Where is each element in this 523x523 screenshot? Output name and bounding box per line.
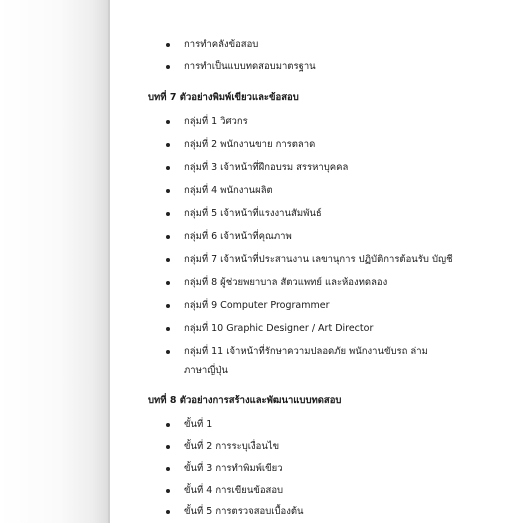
chapter-8-heading: บทที่ 8 ตัวอย่างการสร้างและพัฒนาแบบทดสอบ <box>148 395 342 406</box>
list-item-text: กลุ่มที่ 3 เจ้าหน้าที่ฝึกอบรม สรรหาบุคคล <box>184 162 349 173</box>
list-item-text: กลุ่มที่ 5 เจ้าหน้าที่แรงงานสัมพันธ์ <box>184 208 322 219</box>
bullet-icon <box>166 489 170 493</box>
bullet-icon <box>166 235 170 239</box>
list-item-text: กลุ่มที่ 2 พนักงานขาย การตลาด <box>184 139 316 150</box>
list-item-text: กลุ่มที่ 10 Graphic Designer / Art Director <box>184 323 374 334</box>
bullet-icon <box>166 445 170 449</box>
bullet-icon <box>166 166 170 170</box>
bullet-icon <box>166 258 170 262</box>
chapter-7-heading: บทที่ 7 ตัวอย่างพิมพ์เขียวและข้อสอบ <box>148 92 299 103</box>
bullet-icon <box>166 327 170 331</box>
bullet-icon <box>166 189 170 193</box>
bullet-icon <box>166 120 170 124</box>
bullet-icon <box>166 350 170 354</box>
list-item-text: การทำเป็นแบบทดสอบมาตรฐาน <box>184 61 316 72</box>
document-page <box>110 0 523 523</box>
list-item-text: ขั้นที่ 2 การระบุเงื่อนไข <box>184 441 280 452</box>
list-item-text: ขั้นที่ 5 การตรวจสอบเบื้องต้น <box>184 506 304 517</box>
bullet-icon <box>166 281 170 285</box>
bullet-icon <box>166 304 170 308</box>
list-item-text: กลุ่มที่ 4 พนักงานผลิต <box>184 185 273 196</box>
bullet-icon <box>166 510 170 514</box>
list-item-continuation: ภาษาญี่ปุ่น <box>184 365 228 376</box>
list-item-text: กลุ่มที่ 6 เจ้าหน้าที่คุณภาพ <box>184 231 292 242</box>
list-item-text: กลุ่มที่ 1 วิศวกร <box>184 116 248 127</box>
bullet-icon <box>166 143 170 147</box>
list-item-text: กลุ่มที่ 9 Computer Programmer <box>184 300 330 311</box>
list-item-text: ขั้นที่ 4 การเขียนข้อสอบ <box>184 485 284 496</box>
bullet-icon <box>166 467 170 471</box>
list-item-text: ขั้นที่ 3 การทำพิมพ์เขียว <box>184 463 283 474</box>
list-item-text: กลุ่มที่ 7 เจ้าหน้าที่ประสานงาน เลขานุการ ปฏิบัติการต้อนรับ บัญชี <box>184 254 453 265</box>
list-item-text: กลุ่มที่ 8 ผู้ช่วยพยาบาล สัตวแพทย์ และห้องทดลอง <box>184 277 388 288</box>
list-item-text: การทำคลังข้อสอบ <box>184 39 259 50</box>
bullet-icon <box>166 65 170 69</box>
list-item-text: ขั้นที่ 1 <box>184 419 213 430</box>
list-item-text: กลุ่มที่ 11 เจ้าหน้าที่รักษาความปลอดภัย พนักงานขับรถ ล่าม <box>184 346 428 357</box>
bullet-icon <box>166 43 170 47</box>
page-edge-shadow <box>0 0 110 523</box>
bullet-icon <box>166 423 170 427</box>
bullet-icon <box>166 212 170 216</box>
